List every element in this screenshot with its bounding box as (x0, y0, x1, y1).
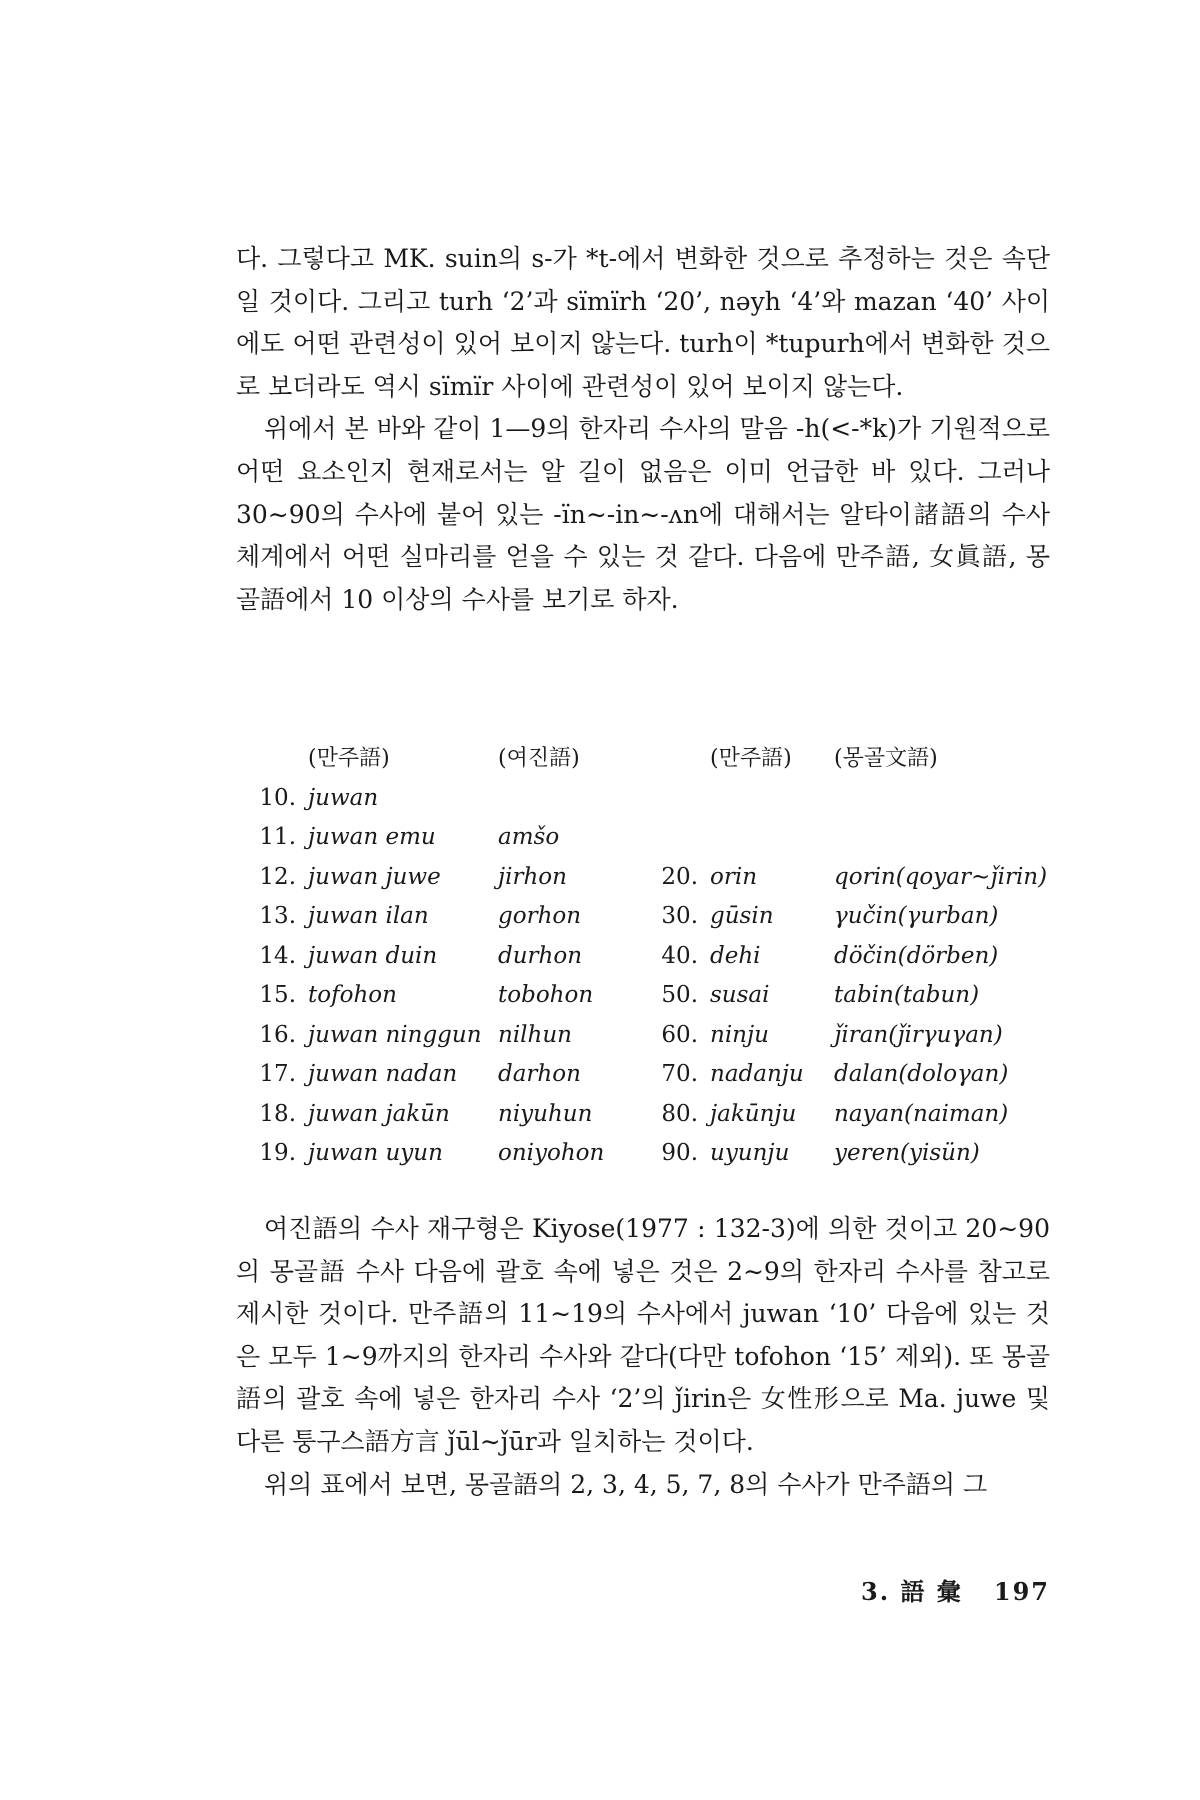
mongolian-tens: tabin(tabun) (834, 982, 980, 1009)
page-footer (861, 1572, 1050, 1607)
table-row (254, 1055, 1094, 1095)
table-row (254, 818, 1094, 858)
row-number: 15. (259, 982, 296, 1009)
table-row (254, 778, 1094, 818)
manchu-numeral: juwan ninggun (308, 1021, 482, 1048)
bottom-text-block (236, 1208, 1050, 1506)
manchu-numeral: juwan emu (308, 824, 436, 851)
table-row (254, 897, 1094, 937)
jurchen-numeral (498, 778, 656, 818)
jurchen-numeral: jirhon (498, 863, 567, 890)
mongolian-tens: γučin(γurban) (834, 903, 999, 930)
mongolian-tens (834, 778, 1094, 818)
tens-number: 30. (661, 903, 698, 930)
manchu-tens: susai (710, 982, 770, 1009)
header-manchu: (만주語) (308, 745, 390, 771)
tens-number: 70. (661, 1061, 698, 1088)
mongolian-tens: döčin(dörben) (834, 942, 999, 969)
table-row (254, 857, 1094, 897)
manchu-numeral: juwan juwe (308, 863, 441, 890)
footer-section: 3. 語 彙 (861, 1577, 963, 1606)
mongolian-tens: nayan(naiman) (834, 1100, 1009, 1127)
table-header-row (254, 734, 1094, 778)
header-manchu-tens: (만주語) (710, 745, 792, 771)
tens-number: 60. (661, 1021, 698, 1048)
row-number: 16. (259, 1021, 296, 1048)
top-text-block (236, 238, 1050, 621)
jurchen-numeral: niyuhun (498, 1100, 593, 1127)
jurchen-numeral: tobohon (498, 982, 594, 1009)
tens-number: 40. (661, 942, 698, 969)
manchu-tens: dehi (710, 942, 761, 969)
row-number: 12. (259, 863, 296, 890)
mongolian-tens: yeren(yisün) (834, 1140, 980, 1167)
mongolian-tens: ǰiran(ǰirγuγan) (834, 1021, 1003, 1048)
manchu-tens: uyunju (710, 1140, 790, 1167)
table-row (254, 1015, 1094, 1055)
manchu-numeral: juwan jakūn (308, 1100, 450, 1127)
row-number: 18. (259, 1100, 296, 1127)
tens-number: 90. (661, 1140, 698, 1167)
mongolian-tens: qorin(qoyar∼ǰirin) (834, 863, 1048, 890)
jurchen-numeral: darhon (498, 1061, 581, 1088)
numeral-comparison-table (254, 734, 1094, 1173)
row-number: 11. (259, 824, 296, 851)
manchu-tens: ninju (710, 1021, 769, 1048)
manchu-tens: gūsin (710, 903, 774, 930)
table-row (254, 976, 1094, 1016)
row-number: 17. (259, 1061, 296, 1088)
paragraph-continuation: 다. 그렇다고 MK. suin의 s-가 *t-에서 변화한 것으로 추정하는 것은 속단일 것이다. 그리고 turh ‘2’과 sïmïrh ‘20’, nəyh ‘4’와 mazan ‘40’ 사이에도 어떤 관련성이 있어 보이지 않는다. turh이 *tupurh에서 변화한 것으로 보더라도 역시 sïmïr 사이에 관련성이 있어 보이지 않는다. (236, 244, 1050, 401)
manchu-numeral: juwan duin (308, 942, 438, 969)
manchu-numeral: tofohon (308, 982, 397, 1009)
tens-number: 80. (661, 1100, 698, 1127)
manchu-numeral: juwan ilan (308, 903, 429, 930)
jurchen-numeral: amšo (498, 824, 560, 851)
mongolian-tens (834, 818, 1094, 858)
tens-number: 50. (661, 982, 698, 1009)
row-number: 13. (259, 903, 296, 930)
manchu-numeral: juwan (308, 784, 379, 811)
manchu-tens: nadanju (710, 1061, 804, 1088)
page-number: 197 (993, 1577, 1050, 1606)
paragraph-reconstruction-note: 여진語의 수사 재구형은 Kiyose(1977 : 132-3)에 의한 것이고 20∼90의 몽골語 수사 다음에 괄호 속에 넣은 것은 2∼9의 한자리 수사를 참고로 제시한 것이다. 만주語의 11∼19의 수사에서 juwan ‘10’ 다음에 있는 것은 모두 1∼9까지의 한자리 수사와 같다(다만 tofohon ‘15’ 제외). 또 몽골語의 괄호 속에 넣은 한자리 수사 ‘2’의 ǰirin은 女性形으로 Ma. juwe 및 다른 퉁구스語方言 ǰūl∼ǰūr과 일치하는 것이다. (236, 1214, 1050, 1456)
paragraph-numeral-endings: 위에서 본 바와 같이 1—9의 한자리 수사의 말음 -h(<-*k)가 기원적으로 어떤 요소인지 현재로서는 알 길이 없음은 이미 언급한 바 있다. 그러나 30∼90의 수사에 붙어 있는 -ïn∼-in∼-ʌn에 대해서는 알타이諸語의 수사 체계에서 어떤 실마리를 얻을 수 있는 것 같다. 다음에 만주語, 女眞語, 몽골語에서 10 이상의 수사를 보기로 하자. (236, 414, 1050, 614)
paragraph-table-observation: 위의 표에서 보면, 몽골語의 2, 3, 4, 5, 7, 8의 수사가 만주語의 그 (264, 1469, 988, 1499)
manchu-numeral: juwan uyun (308, 1140, 443, 1167)
row-number: 10. (259, 784, 296, 811)
tens-number (656, 778, 710, 818)
table-row (254, 1094, 1094, 1134)
header-mongolian: (몽골文語) (834, 745, 938, 771)
jurchen-numeral: durhon (498, 942, 583, 969)
manchu-tens (710, 818, 834, 858)
mongolian-tens: dalan(doloγan) (834, 1061, 1009, 1088)
header-jurchen: (여진語) (498, 745, 580, 771)
row-number: 19. (259, 1140, 296, 1167)
manchu-tens: jakūnju (710, 1100, 797, 1127)
jurchen-numeral: gorhon (498, 903, 582, 930)
row-number: 14. (259, 942, 296, 969)
table-row (254, 1134, 1094, 1174)
manchu-tens: orin (710, 863, 758, 890)
tens-number: 20. (661, 863, 698, 890)
table-row (254, 936, 1094, 976)
manchu-tens (710, 778, 834, 818)
jurchen-numeral: oniyohon (498, 1140, 605, 1167)
manchu-numeral: juwan nadan (308, 1061, 458, 1088)
tens-number (656, 818, 710, 858)
jurchen-numeral: nilhun (498, 1021, 572, 1048)
